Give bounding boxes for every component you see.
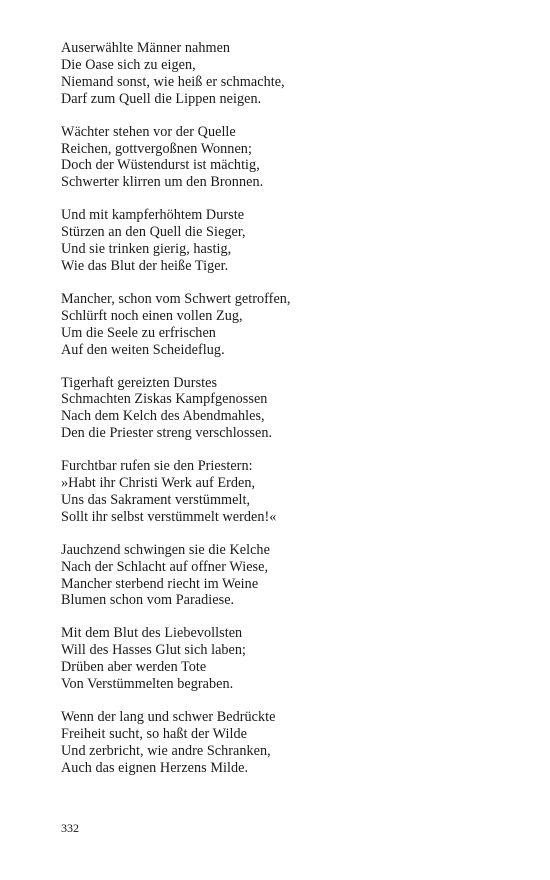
poem-line: Wächter stehen vor der Quelle [61, 123, 236, 140]
stanza [61, 458, 501, 526]
poem-line: Wie das Blut der heiße Tiger. [61, 257, 229, 274]
poem-line: Nach der Schlacht auf offner Wiese, [61, 558, 269, 575]
poem-line: Freiheit sucht, so haßt der Wilde [61, 725, 248, 742]
poem-line: Blumen schon vom Paradiese. [61, 592, 235, 609]
stanza [61, 709, 501, 777]
poem-line: Und sie trinken gierig, hastig, [61, 241, 232, 258]
poem-line: Auf den weiten Scheideflug. [61, 341, 225, 358]
poem-line: Mit dem Blut des Liebevollsten [61, 625, 243, 642]
poem-line: Stürzen an den Quell die Sieger, [61, 224, 246, 241]
poem-line: Nach dem Kelch des Abendmahles, [61, 408, 265, 425]
poem-line: Uns das Sakrament verstümmelt, [61, 491, 251, 508]
poem-line: Um die Seele zu erfrischen [61, 324, 216, 341]
poem-line: Den die Priester streng verschlossen. [61, 425, 273, 442]
poem-line: Von Verstümmelten begraben. [61, 676, 234, 693]
poem-line: Jauchzend schwingen sie die Kelche [61, 541, 270, 558]
stanza [61, 40, 501, 108]
poem-line: Auch das eignen Herzens Milde. [61, 759, 249, 776]
poem-line: Auserwählte Männer nahmen [61, 40, 231, 56]
page-number: 332 [61, 821, 79, 835]
stanza [61, 124, 501, 192]
poem-line: Doch der Wüstendurst ist mächtig, [61, 157, 260, 174]
poem-line: Darf zum Quell die Lippen neigen. [61, 90, 262, 107]
stanza [61, 542, 501, 610]
poem-line: Mancher, schon vom Schwert getroffen, [61, 290, 291, 307]
poem-line: Sollt ihr selbst verstümmelt werden!« [61, 508, 277, 525]
stanza [61, 207, 501, 275]
poem-line: Drüben aber werden Tote [61, 659, 207, 676]
poem-line: Reichen, gottvergoßnen Wonnen; [61, 140, 252, 157]
poem-line: Wenn der lang und schwer Bedrückte [61, 709, 276, 725]
poem-line: Schlürft noch einen vollen Zug, [61, 307, 243, 324]
poem-line: Furchtbar rufen sie den Priestern: [61, 458, 253, 475]
poem-line: »Habt ihr Christi Werk auf Erden, [61, 475, 256, 492]
poem-line: Mancher sterbend riecht im Weine [61, 575, 259, 592]
poem-line: Will des Hasses Glut sich laben; [61, 642, 247, 659]
stanza [61, 625, 501, 693]
poem-line: Niemand sonst, wie heiß er schmachte, [61, 73, 285, 90]
poem-line: Schwerter klirren um den Bronnen. [61, 174, 264, 191]
poem-line: Und zerbricht, wie andre Schranken, [61, 742, 271, 759]
poem-text [61, 40, 501, 793]
poem-line: Tigerhaft gereizten Durstes [61, 374, 218, 391]
stanza [61, 291, 501, 359]
poem-line: Und mit kampferhöhtem Durste [61, 207, 245, 224]
stanza [61, 375, 501, 443]
poem-line: Schmachten Ziskas Kampfgenossen [61, 391, 268, 408]
poem-line: Die Oase sich zu eigen, [61, 56, 196, 73]
